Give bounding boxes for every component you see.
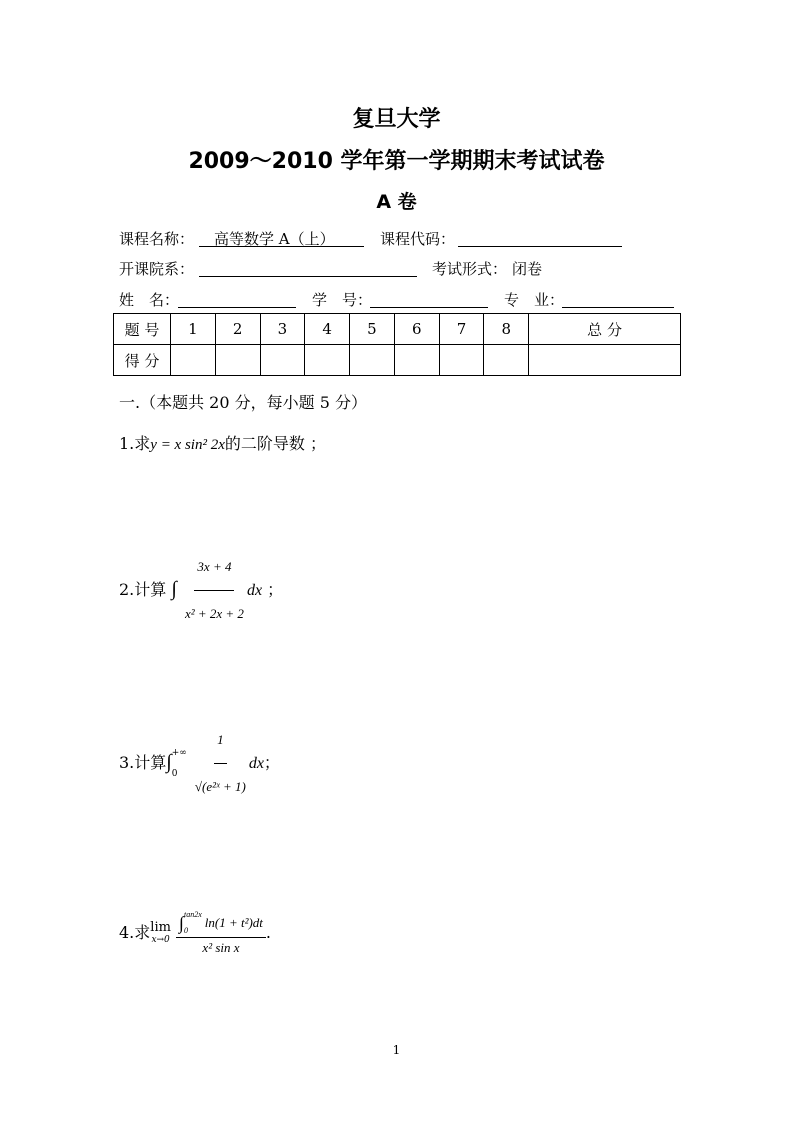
q3-upper-limit: +∞ <box>171 747 187 758</box>
table-cell: 1 <box>171 314 216 345</box>
university-name: 复旦大学 <box>352 107 441 132</box>
q2-suffix: ； <box>262 580 284 599</box>
q3-suffix: ； <box>263 753 280 772</box>
q3-integral-sign: ∫ <box>166 751 172 773</box>
page-number: 1 <box>392 1043 401 1057</box>
q3-fraction <box>192 718 249 809</box>
table-cell: 总 分 <box>529 314 681 345</box>
score-table <box>113 313 681 376</box>
score-cell[interactable] <box>484 345 529 376</box>
table-cell: 8 <box>484 314 529 345</box>
table-cell: 4 <box>305 314 350 345</box>
q4-prefix: 4.求 <box>119 923 151 942</box>
question-2 <box>119 545 283 636</box>
table-cell: 5 <box>350 314 395 345</box>
course-name-value: 高等数学 A（上） <box>214 230 335 248</box>
course-code-label: 课程代码： <box>380 230 456 248</box>
major-label: 专 业： <box>504 291 565 309</box>
score-table-header-row <box>114 314 681 345</box>
q3-prefix: 3.计算 <box>119 753 167 772</box>
question-1 <box>119 431 326 454</box>
score-table-score-row <box>114 345 681 376</box>
paper-version: A 卷 <box>376 191 417 213</box>
q3-denominator: √(e²ˣ + 1) <box>194 779 246 794</box>
q4-integrand: ln(1 + t²)dt <box>204 915 263 930</box>
q2-differential: dx <box>246 582 263 599</box>
exam-form-label: 考试形式： <box>432 260 508 278</box>
q4-lim-sub: x→0 <box>151 935 170 945</box>
q4-lower-limit: 0 <box>183 926 188 935</box>
table-cell: 7 <box>439 314 484 345</box>
major-underline <box>562 307 674 308</box>
score-cell[interactable] <box>350 345 395 376</box>
table-cell: 6 <box>394 314 439 345</box>
q4-limit <box>150 921 171 946</box>
q2-prefix: 2.计算 <box>119 580 167 599</box>
q4-fraction <box>176 910 266 957</box>
q3-numerator: 1 <box>214 718 227 764</box>
question-3 <box>119 718 280 809</box>
table-cell: 3 <box>260 314 305 345</box>
q2-fraction <box>182 545 247 636</box>
course-code-underline <box>458 246 622 247</box>
exam-title: 2009～2010 学年第一学期期末考试试卷 <box>188 149 605 174</box>
q1-prefix: 1.求 <box>119 434 151 453</box>
q2-denominator: x² + 2x + 2 <box>184 606 244 621</box>
student-id-underline <box>370 307 488 308</box>
q2-numerator: 3x + 4 <box>194 545 234 591</box>
q2-integral-sign: ∫ <box>171 578 177 600</box>
q4-integral-sign: ∫ <box>179 913 184 933</box>
score-label-cell: 得 分 <box>114 345 171 376</box>
q4-numerator <box>176 910 266 938</box>
q4-limits <box>184 910 202 936</box>
question-4 <box>119 903 271 963</box>
department-underline <box>199 276 417 277</box>
score-cell[interactable] <box>171 345 216 376</box>
score-cell[interactable] <box>215 345 260 376</box>
exam-form-value: 闭卷 <box>512 260 543 278</box>
q3-differential: dx <box>248 755 264 772</box>
q4-upper-limit: tan2x <box>183 910 202 919</box>
score-cell[interactable] <box>305 345 350 376</box>
table-cell: 2 <box>215 314 260 345</box>
score-cell[interactable] <box>260 345 305 376</box>
q3-limits <box>172 748 187 780</box>
score-cell[interactable] <box>394 345 439 376</box>
section-heading: 一.（本题共 20 分，每小题 5 分） <box>119 393 367 412</box>
table-cell: 题 号 <box>114 314 171 345</box>
student-id-label: 学 号： <box>312 291 373 309</box>
score-cell[interactable] <box>529 345 681 376</box>
q1-formula: y = x sin² 2x <box>150 437 225 453</box>
name-underline <box>178 307 296 308</box>
q1-suffix: 的二阶导数 ； <box>224 434 326 453</box>
name-label: 姓 名： <box>119 291 180 309</box>
q4-lim-word: lim <box>150 920 171 935</box>
q4-denominator: x² sin x <box>202 940 240 955</box>
q3-lower-limit: 0 <box>171 768 178 779</box>
course-name-label: 课程名称： <box>119 230 195 248</box>
q4-suffix: . <box>265 923 272 942</box>
score-cell[interactable] <box>439 345 484 376</box>
department-label: 开课院系： <box>119 260 195 278</box>
